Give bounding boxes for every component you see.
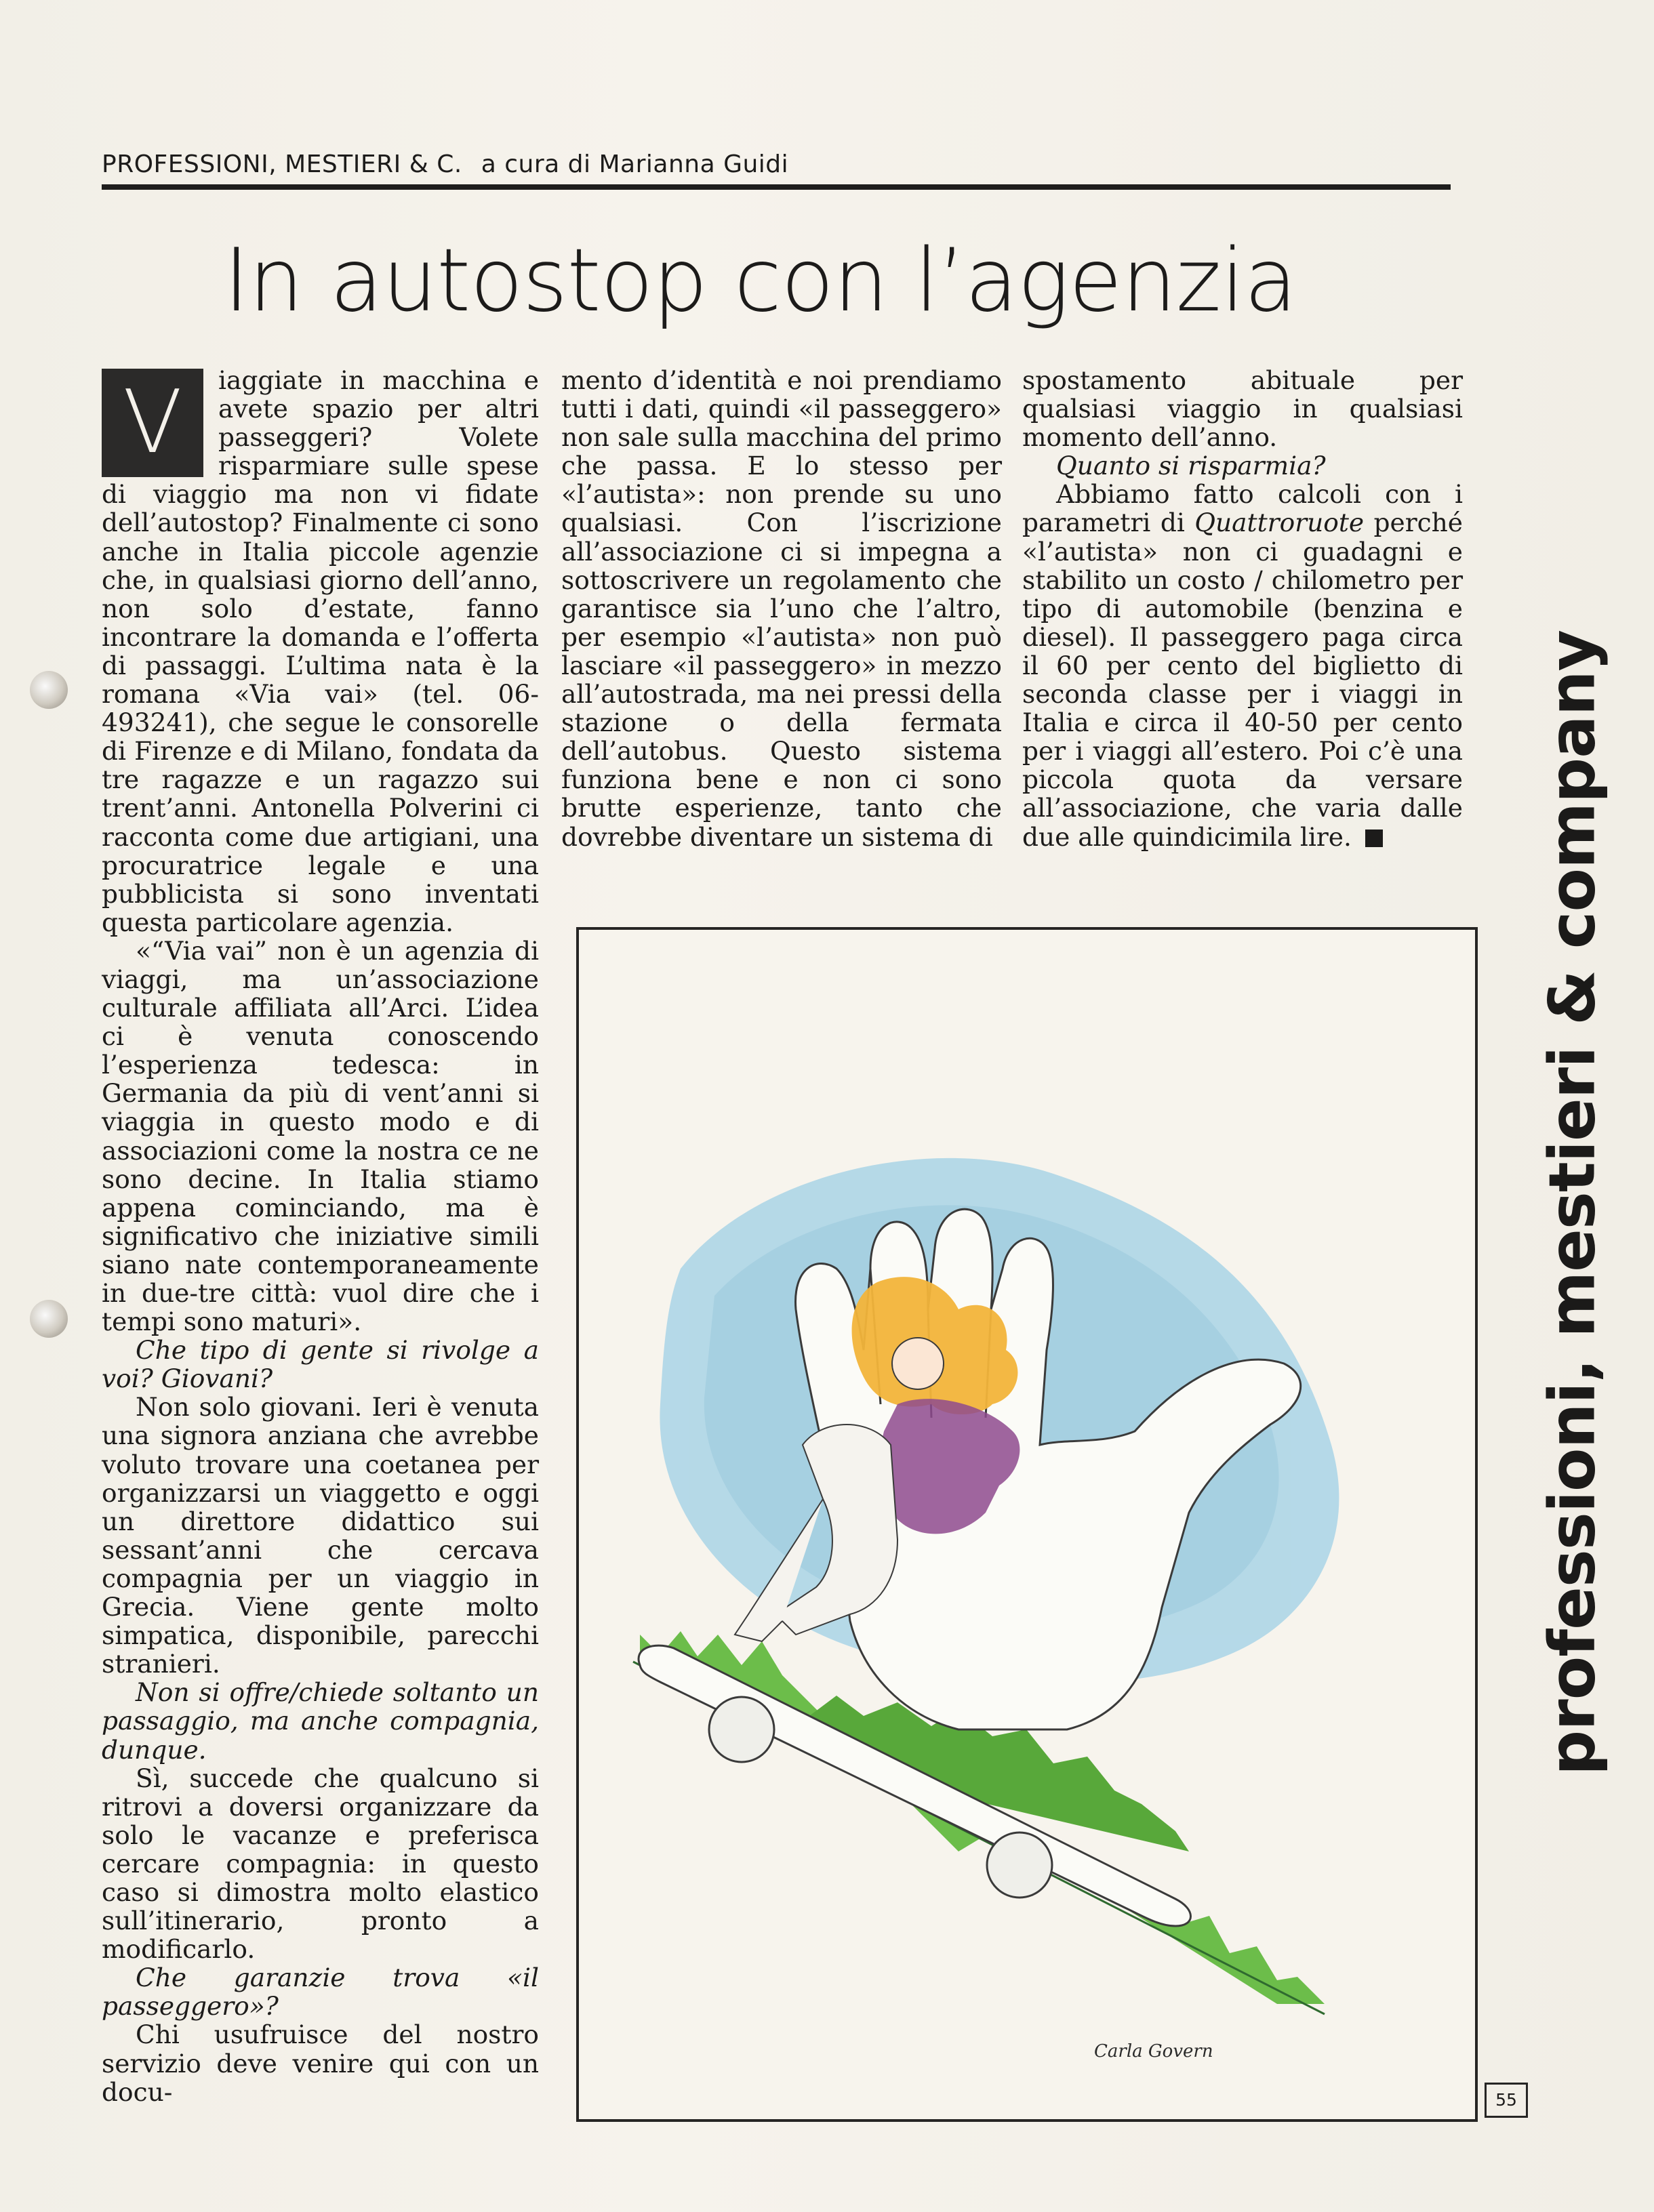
binder-hole-bottom <box>30 1300 68 1338</box>
vertical-section-label: professioni, mestieri & company <box>1535 630 1610 1776</box>
interview-question: Quanto si risparmia? <box>1056 451 1326 481</box>
illustrator-signature: Carla Govern <box>1094 2041 1213 2062</box>
text-run: Abbiamo fatto calcoli con i parametri di <box>1022 479 1463 538</box>
illustration-frame <box>576 927 1478 2122</box>
column-1 <box>102 366 539 2106</box>
article-title: In autostop con l’agenzia <box>224 230 1297 331</box>
paragraph: spostamento abituale per qualsiasi viaggio in qualsiasi momento dell’anno. <box>1022 365 1463 453</box>
interview-question: Che tipo di gente si rivolge a voi? Giovani? <box>102 1335 539 1394</box>
magazine-name: Quattroruote <box>1194 508 1365 538</box>
drop-cap: V <box>102 369 203 477</box>
paragraph: Non solo giovani. Ieri è venuta una signora anziana che avrebbe voluto trovare una coetanea per organizzarsi un viaggetto e oggi un direttore didattico sui sessant’anni che cercava compagnia per un viaggio in Grecia. Viene gente molto simpatica, disponibile, parecchi stranieri. <box>102 1392 539 1679</box>
paragraph: mento d’identità e noi prendiamo tutti i dati, quindi «il passeggero» non sale sulla macchina del primo che passa. E lo stesso per «l’autista»: non prende su uno qualsiasi. Con l’iscrizione all’associazione ci si impegna a sottoscrivere un regolamento che garantisce sia l’uno che l’altro, per esempio «l’autista» non può lasciare «il passeggero» in mezzo all’autostrada, ma nei pressi della stazione o della fermata dell’autobus. Questo sistema funziona bene e non ci sono brutte esperienze, tanto che dovrebbe diventare un sistema di <box>561 365 1002 852</box>
interview-question: Non si offre/chiede soltanto un passaggio, ma anche compagnia, dunque. <box>102 1677 539 1765</box>
paragraph: «“Via vai” non è un agenzia di viaggi, ma un’associazione culturale affiliata all’Arci. L’idea ci è venuta conoscendo l’esperienza tedesca: in Germania da più di vent’anni si viaggia in questo modo e di associazioni come la nostra ce ne sono decine. In Italia stiamo appena cominciando, ma è significativo che iniziative simili siano nate contemporaneamente in due-tre città: vuol dire che i tempi sono maturi». <box>102 935 539 1337</box>
curator-credit: a cura di Marianna Guidi <box>481 150 789 178</box>
hitchhiker-illustration <box>579 930 1475 2119</box>
column-3 <box>1022 366 1463 851</box>
header-rule <box>102 184 1451 190</box>
text-run: perché «l’autista» non ci guadagni e stabilito un costo / chilometro per tipo di automobile (benzina e diesel). Il passeggero paga circa il 60 per cento del biglietto di seconda classe per i viaggi in Italia e circa il 40-50 per cento per i viaggi all’estero. Poi c’è una piccola quota da versare all’associazione, che varia dalle due alle quindicimila lire. <box>1022 508 1464 852</box>
binder-hole-top <box>30 671 68 709</box>
section-header <box>102 150 1451 178</box>
intro-text: iaggiate in macchina e avete spazio per altri passeggeri? Volete risparmiare sulle spese di viaggio ma non vi fidate dell’autostop? Finalmente ci sono anche in Italia piccole agenzie che, in qualsiasi giorno dell’anno, non solo d’estate, fanno incontrare la domanda e l’offerta di passaggi. L’ultima nata è la romana «Via vai» (tel. 06-493241), che segue le consorelle di Firenze e di Milano, fondata da tre ragazze e un ragazzo sui trent’anni. Antonella Polverini ci racconta come due artigiani, una procuratrice legale e una pubblicista si sono inventati questa particolare agenzia. <box>102 365 539 937</box>
page-number: 55 <box>1485 2083 1528 2118</box>
interview-question: Che garanzie trova «il passeggero»? <box>102 1963 539 2022</box>
column-2 <box>561 366 1002 851</box>
end-of-article-mark <box>1365 830 1383 847</box>
section-name: PROFESSIONI, MESTIERI & C. <box>102 150 462 178</box>
paragraph-intro <box>102 366 539 937</box>
paragraph <box>1022 480 1463 851</box>
paragraph: Chi usufruisce del nostro servizio deve venire qui con un docu- <box>102 2020 539 2107</box>
paragraph: Sì, succede che qualcuno si ritrovi a doversi organizzare da solo le vacanze e preferisca cercare compagnia: in questo caso si dimostra molto elastico sull’itinerario, pronto a modificarlo. <box>102 1763 539 1965</box>
